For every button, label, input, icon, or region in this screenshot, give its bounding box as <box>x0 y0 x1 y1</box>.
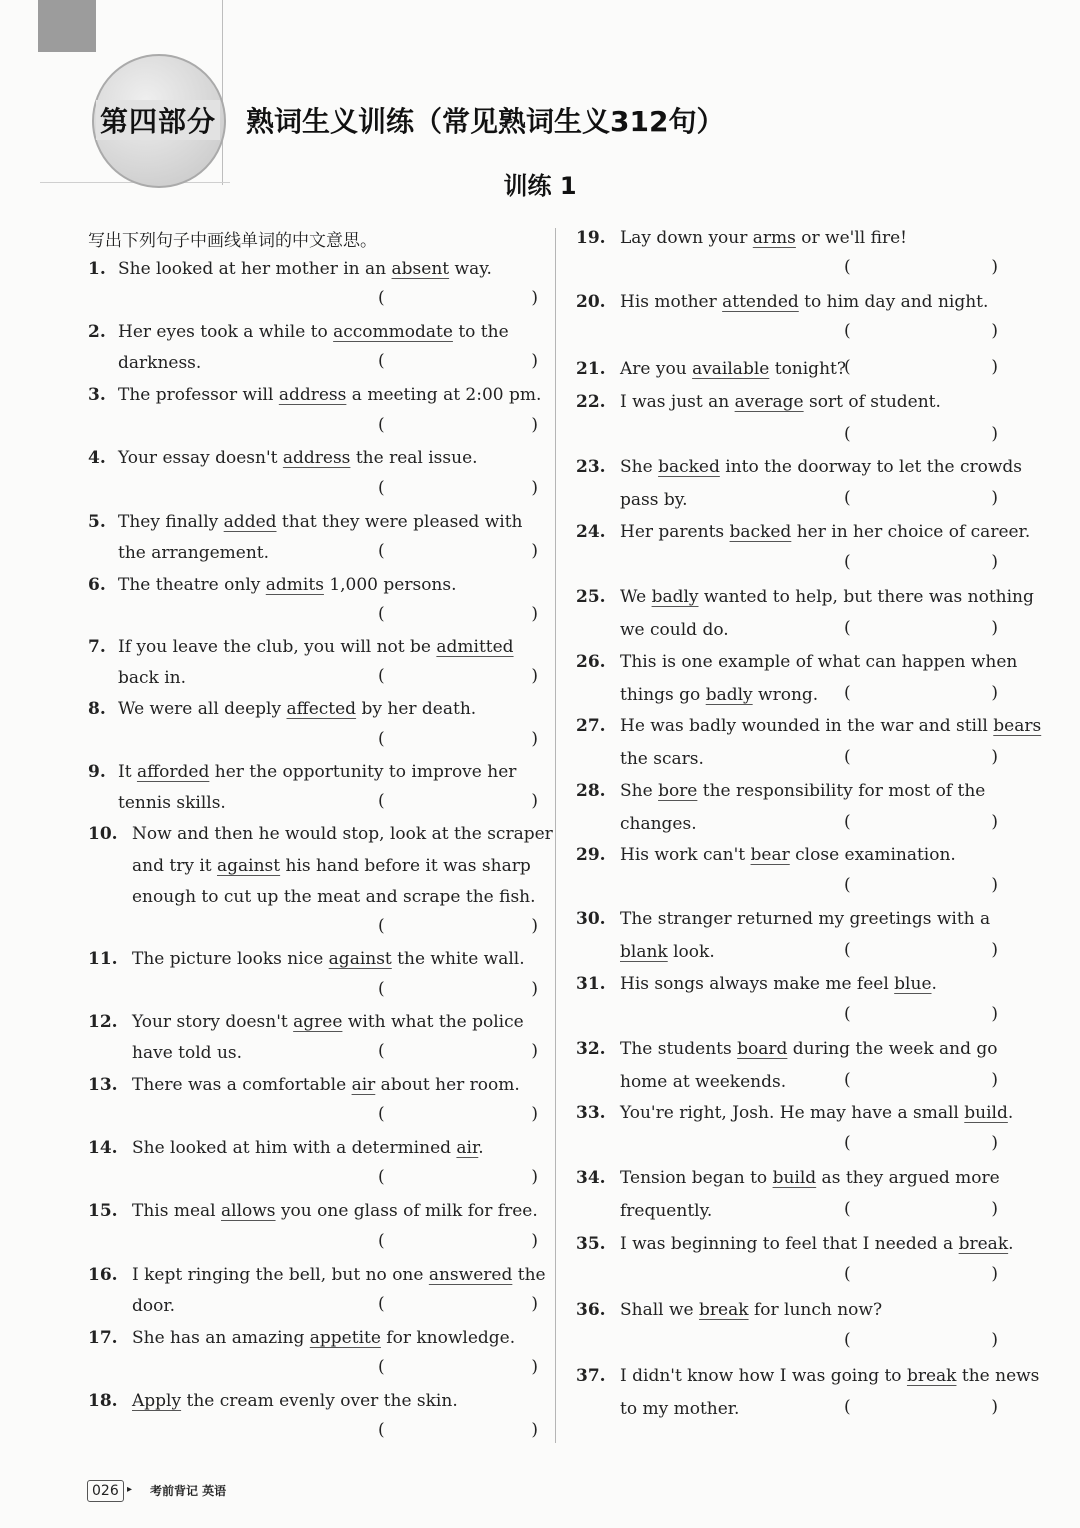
underlined-word: backed <box>729 522 792 542</box>
question-line <box>88 822 553 846</box>
answer-blank-open[interactable]: ( <box>378 1357 385 1377</box>
question-line <box>576 972 1000 996</box>
header-divider-vertical <box>222 0 223 185</box>
question-text: This is one example of what can happen when <box>620 652 1018 672</box>
question-line-cont <box>576 747 1000 771</box>
question-number: 27. <box>576 716 606 736</box>
answer-blank-open[interactable]: ( <box>844 1133 851 1153</box>
underlined-word: blue <box>894 974 932 994</box>
answer-blank-open[interactable]: ( <box>378 1420 385 1440</box>
question-number: 30. <box>576 909 606 929</box>
underlined-word: absent <box>391 259 450 279</box>
answer-blank-close: ) <box>531 979 538 999</box>
answer-blank-open[interactable]: ( <box>844 1070 851 1090</box>
answer-blank-close: ) <box>531 1104 538 1124</box>
answer-blank-close: ) <box>991 1199 998 1219</box>
question-text: Tension began to build as they argued more <box>620 1168 1000 1188</box>
question-number: 16. <box>88 1265 118 1285</box>
answer-blank-open[interactable]: ( <box>378 604 385 624</box>
question-text: His work can't bear close examination. <box>620 845 956 865</box>
underlined-word: badly <box>651 587 699 607</box>
question-line-cont <box>576 618 1000 642</box>
question-number: 17. <box>88 1328 118 1348</box>
answer-blank-open[interactable]: ( <box>844 747 851 767</box>
question-line <box>88 510 540 534</box>
answer-blank-open[interactable]: ( <box>844 552 851 572</box>
question-text: Your essay doesn't address the real issue. <box>118 448 478 468</box>
exercise-title: 训练 1 <box>503 172 577 200</box>
question-number: 23. <box>576 457 606 477</box>
answer-blank-close: ) <box>531 604 538 624</box>
answer-blank-open[interactable]: ( <box>844 940 851 960</box>
answer-blank-close: ) <box>991 875 998 895</box>
underlined-word: blank <box>620 942 668 962</box>
question-line <box>576 907 1000 931</box>
answer-blank-open[interactable]: ( <box>378 729 385 749</box>
question-text: His mother attended to him day and night. <box>620 292 989 312</box>
underlined-word: bore <box>658 781 698 801</box>
question-number: 31. <box>576 974 606 994</box>
question-text: If you leave the club, you will not be admitted <box>118 637 514 657</box>
question-text: Shall we break for lunch now? <box>620 1300 883 1320</box>
question-line <box>576 843 1000 867</box>
answer-blank-close: ) <box>991 488 998 508</box>
answer-blank-open[interactable]: ( <box>378 351 385 371</box>
answer-blank-open[interactable]: ( <box>378 1231 385 1251</box>
question-line-cont <box>88 541 540 565</box>
answer-blank-close: ) <box>991 357 998 377</box>
question-line-cont <box>88 854 540 878</box>
question-line <box>88 1389 540 1413</box>
underlined-word: air <box>351 1075 376 1095</box>
question-line <box>88 383 540 407</box>
question-number: 29. <box>576 845 606 865</box>
underlined-word: Apply <box>132 1391 182 1411</box>
underlined-word: build <box>964 1103 1008 1123</box>
answer-blank-open[interactable]: ( <box>844 257 851 277</box>
question-line <box>88 446 540 470</box>
answer-blank-close: ) <box>991 1330 998 1350</box>
answer-blank-close: ) <box>991 747 998 767</box>
question-line-cont <box>576 1397 1000 1421</box>
question-number: 34. <box>576 1168 606 1188</box>
underlined-word: average <box>734 392 804 412</box>
book-title: 考前背记 英语 <box>150 1484 227 1498</box>
question-text: She backed into the doorway to let the crowds <box>620 457 1023 477</box>
underlined-word: available <box>692 359 770 379</box>
underlined-word: added <box>223 512 277 532</box>
question-text: The professor will address a meeting at 2:00 pm. <box>118 385 542 405</box>
question-line <box>88 1326 540 1350</box>
page-number: 026 <box>87 1480 124 1502</box>
question-text: We badly wanted to help, but there was nothing <box>620 587 1034 607</box>
question-number: 13. <box>88 1075 118 1095</box>
question-text: we could do. <box>620 620 729 640</box>
underlined-word: air <box>456 1138 479 1158</box>
question-text: the scars. <box>620 749 704 769</box>
question-line <box>88 697 540 721</box>
question-number: 7. <box>88 637 106 657</box>
underlined-word: admits <box>265 575 324 595</box>
question-text: Your story doesn't agree with what the police <box>132 1012 524 1032</box>
answer-blank-open[interactable]: ( <box>844 1264 851 1284</box>
question-line <box>576 1037 1000 1061</box>
question-number: 4. <box>88 448 106 468</box>
underlined-word: afforded <box>136 762 210 782</box>
question-line-cont <box>576 1199 1000 1223</box>
question-text: This meal allows you one glass of milk for free. <box>132 1201 538 1221</box>
question-number: 28. <box>576 781 606 801</box>
question-text: I was just an average sort of student. <box>620 392 941 412</box>
question-text: home at weekends. <box>620 1072 787 1092</box>
underlined-word: break <box>958 1234 1009 1254</box>
answer-blank-close: ) <box>531 1167 538 1187</box>
underlined-word: build <box>772 1168 817 1188</box>
answer-blank-open[interactable]: ( <box>378 1167 385 1187</box>
question-text: pass by. <box>620 490 688 510</box>
question-line <box>576 390 1000 414</box>
part-label: 第四部分 <box>96 100 220 140</box>
question-text: There was a comfortable air about her room. <box>132 1075 520 1095</box>
answer-blank-close: ) <box>531 1294 538 1314</box>
answer-blank-close: ) <box>531 1420 538 1440</box>
answer-blank-close: ) <box>991 321 998 341</box>
question-line <box>88 573 540 597</box>
underlined-word: board <box>737 1039 788 1059</box>
answer-blank-open[interactable]: ( <box>844 1004 851 1024</box>
underlined-word: against <box>328 949 392 969</box>
question-text: darkness. <box>118 353 202 373</box>
underlined-word: accommodate <box>333 322 453 342</box>
question-text: The students board during the week and go <box>620 1039 998 1059</box>
underlined-word: attended <box>722 292 799 312</box>
answer-blank-open[interactable]: ( <box>844 683 851 703</box>
question-line <box>88 760 540 784</box>
underlined-word: break <box>699 1300 749 1320</box>
answer-blank-close: ) <box>991 1133 998 1153</box>
question-text: Apply the cream evenly over the skin. <box>132 1391 458 1411</box>
answer-blank-close: ) <box>991 424 998 444</box>
answer-blank-close: ) <box>531 478 538 498</box>
answer-blank-open[interactable]: ( <box>844 812 851 832</box>
question-line <box>576 520 1031 544</box>
question-text: Lay down your arms or we'll fire! <box>620 228 907 248</box>
answer-blank-open[interactable]: ( <box>378 791 385 811</box>
question-line <box>576 1364 1040 1388</box>
question-line <box>576 779 1000 803</box>
question-line-cont <box>88 351 540 375</box>
question-text: The theatre only admits 1,000 persons. <box>118 575 457 595</box>
question-text: changes. <box>620 814 697 834</box>
question-text: The stranger returned my greetings with a <box>620 909 991 929</box>
question-text: Her eyes took a while to accommodate to the <box>118 322 509 342</box>
question-text: Are you available tonight? <box>620 359 846 379</box>
question-text: Now and then he would stop, look at the scraper <box>132 824 553 844</box>
underlined-word: bears <box>993 716 1042 736</box>
question-line <box>576 1232 1014 1256</box>
question-number: 36. <box>576 1300 606 1320</box>
question-number: 24. <box>576 522 606 542</box>
question-text: blank look. <box>620 942 715 962</box>
answer-blank-open[interactable]: ( <box>844 1397 851 1417</box>
question-text: back in. <box>118 668 187 688</box>
question-text: and try it against his hand before it was sharp <box>132 855 531 876</box>
answer-blank-open[interactable]: ( <box>378 478 385 498</box>
answer-blank-open[interactable]: ( <box>378 288 385 308</box>
page-arrow-icon: ▸ <box>127 1484 133 1495</box>
answer-blank-open[interactable]: ( <box>844 875 851 895</box>
question-line <box>576 357 1000 381</box>
question-text: She has an amazing appetite for knowledge. <box>132 1328 516 1348</box>
question-line-cont <box>88 885 540 909</box>
question-text: Her parents backed her in her choice of career. <box>620 522 1031 542</box>
question-number: 10. <box>88 824 118 844</box>
question-text: enough to cut up the meat and scrape the fish. <box>132 887 536 907</box>
question-number: 6. <box>88 575 106 595</box>
question-line-cont <box>88 791 540 815</box>
answer-blank-close: ) <box>531 1231 538 1251</box>
question-text: the arrangement. <box>118 543 270 563</box>
question-line <box>88 1073 540 1097</box>
question-line <box>576 585 1034 609</box>
question-line <box>576 650 1018 674</box>
question-number: 3. <box>88 385 106 405</box>
question-line <box>576 1166 1000 1190</box>
underlined-word: backed <box>658 457 720 477</box>
answer-blank-close: ) <box>991 812 998 832</box>
question-line <box>88 1263 546 1287</box>
question-text: have told us. <box>132 1043 243 1063</box>
question-text: He was badly wounded in the war and still bears <box>620 716 1042 736</box>
question-number: 20. <box>576 292 606 312</box>
answer-blank-close: ) <box>531 916 538 936</box>
question-text: You're right, Josh. He may have a small build. <box>620 1103 1014 1123</box>
underlined-word: address <box>278 385 347 405</box>
answer-blank-close: ) <box>991 1070 998 1090</box>
question-number: 35. <box>576 1234 606 1254</box>
question-number: 19. <box>576 228 606 248</box>
answer-blank-close: ) <box>531 729 538 749</box>
answer-blank-close: ) <box>991 683 998 703</box>
question-line <box>576 1298 1000 1322</box>
underlined-word: agree <box>293 1012 343 1032</box>
question-number: 22. <box>576 392 606 412</box>
question-number: 37. <box>576 1366 606 1386</box>
answer-blank-open[interactable]: ( <box>378 1294 385 1314</box>
question-text: They finally added that they were pleased with <box>118 512 523 532</box>
answer-blank-open[interactable]: ( <box>844 321 851 341</box>
underlined-word: arms <box>752 228 796 248</box>
question-number: 9. <box>88 762 106 782</box>
question-number: 25. <box>576 587 606 607</box>
question-line <box>88 257 540 281</box>
question-line <box>88 320 540 344</box>
question-line <box>576 455 1023 479</box>
question-number: 11. <box>88 949 118 969</box>
answer-blank-close: ) <box>531 791 538 811</box>
answer-blank-close: ) <box>531 1357 538 1377</box>
underlined-word: admitted <box>436 637 514 657</box>
question-text: tennis skills. <box>118 793 226 813</box>
answer-blank-close: ) <box>991 257 998 277</box>
question-text: I was beginning to feel that I needed a break. <box>620 1234 1014 1254</box>
answer-blank-open[interactable]: ( <box>378 979 385 999</box>
column-divider <box>555 228 556 1443</box>
question-number: 12. <box>88 1012 118 1032</box>
question-text: It afforded her the opportunity to improve her <box>118 762 517 782</box>
question-text: She bore the responsibility for most of the <box>620 781 986 801</box>
question-line <box>576 226 1000 250</box>
answer-blank-close: ) <box>531 1041 538 1061</box>
answer-blank-close: ) <box>991 1397 998 1417</box>
underlined-word: appetite <box>309 1328 381 1348</box>
question-number: 14. <box>88 1138 118 1158</box>
question-line <box>88 1136 540 1160</box>
underlined-word: break <box>906 1366 957 1386</box>
answer-blank-open[interactable]: ( <box>378 666 385 686</box>
question-line-cont <box>576 940 1000 964</box>
underlined-word: address <box>282 448 351 468</box>
corner-decoration <box>38 0 96 52</box>
question-line <box>576 714 1042 738</box>
answer-blank-open[interactable]: ( <box>844 1330 851 1350</box>
question-text: The picture looks nice against the white wall. <box>132 949 525 969</box>
question-number: 26. <box>576 652 606 672</box>
answer-blank-open[interactable]: ( <box>844 424 851 444</box>
answer-blank-open[interactable]: ( <box>844 1199 851 1219</box>
underlined-word: answered <box>428 1265 513 1285</box>
underlined-word: affected <box>286 699 357 719</box>
answer-blank-close: ) <box>991 1004 998 1024</box>
answer-blank-close: ) <box>531 541 538 561</box>
answer-blank-close: ) <box>991 940 998 960</box>
answer-blank-close: ) <box>531 415 538 435</box>
question-line <box>576 290 1000 314</box>
question-number: 32. <box>576 1039 606 1059</box>
question-line-cont <box>88 666 540 690</box>
answer-blank-close: ) <box>991 618 998 638</box>
question-line-cont <box>576 1070 1000 1094</box>
underlined-word: allows <box>221 1201 276 1221</box>
question-line <box>576 1101 1014 1125</box>
answer-blank-open[interactable]: ( <box>844 357 851 377</box>
question-text: I kept ringing the bell, but no one answered the <box>132 1265 546 1285</box>
question-text: She looked at her mother in an absent way. <box>118 259 492 279</box>
underlined-word: against <box>217 855 281 876</box>
answer-blank-close: ) <box>991 1264 998 1284</box>
question-text: door. <box>132 1296 176 1316</box>
page-title: 熟词生义训练（常见熟词生义312句） <box>246 105 725 138</box>
question-line <box>88 635 540 659</box>
question-number: 18. <box>88 1391 118 1411</box>
question-text: things go badly wrong. <box>620 685 819 705</box>
answer-blank-close: ) <box>991 552 998 572</box>
question-text: I didn't know how I was going to break the news <box>620 1366 1040 1386</box>
question-text: to my mother. <box>620 1399 740 1419</box>
underlined-word: badly <box>705 685 753 705</box>
question-number: 33. <box>576 1103 606 1123</box>
answer-blank-open[interactable]: ( <box>844 618 851 638</box>
answer-blank-open[interactable]: ( <box>378 1041 385 1061</box>
answer-blank-close: ) <box>531 351 538 371</box>
question-line-cont <box>88 1041 540 1065</box>
question-line-cont <box>576 683 1000 707</box>
question-number: 5. <box>88 512 106 532</box>
question-number: 2. <box>88 322 106 342</box>
answer-blank-close: ) <box>531 666 538 686</box>
answer-blank-close: ) <box>531 288 538 308</box>
question-line-cont <box>88 1294 540 1318</box>
question-text: His songs always make me feel blue. <box>620 974 937 994</box>
question-line-cont <box>576 812 1000 836</box>
question-line <box>88 947 540 971</box>
underlined-word: bear <box>750 845 790 865</box>
answer-blank-open[interactable]: ( <box>378 916 385 936</box>
answer-blank-open[interactable]: ( <box>378 541 385 561</box>
answer-blank-open[interactable]: ( <box>378 415 385 435</box>
answer-blank-open[interactable]: ( <box>378 1104 385 1124</box>
instructions: 写出下列句子中画线单词的中文意思。 <box>88 231 377 251</box>
question-line <box>88 1010 540 1034</box>
question-number: 21. <box>576 359 606 379</box>
question-text: We were all deeply affected by her death. <box>118 699 477 719</box>
question-number: 15. <box>88 1201 118 1221</box>
question-line-cont <box>576 488 1000 512</box>
question-number: 8. <box>88 699 106 719</box>
question-line <box>88 1199 540 1223</box>
question-text: frequently. <box>620 1201 713 1221</box>
question-number: 1. <box>88 259 106 279</box>
question-text: She looked at him with a determined air. <box>132 1138 484 1158</box>
answer-blank-open[interactable]: ( <box>844 488 851 508</box>
